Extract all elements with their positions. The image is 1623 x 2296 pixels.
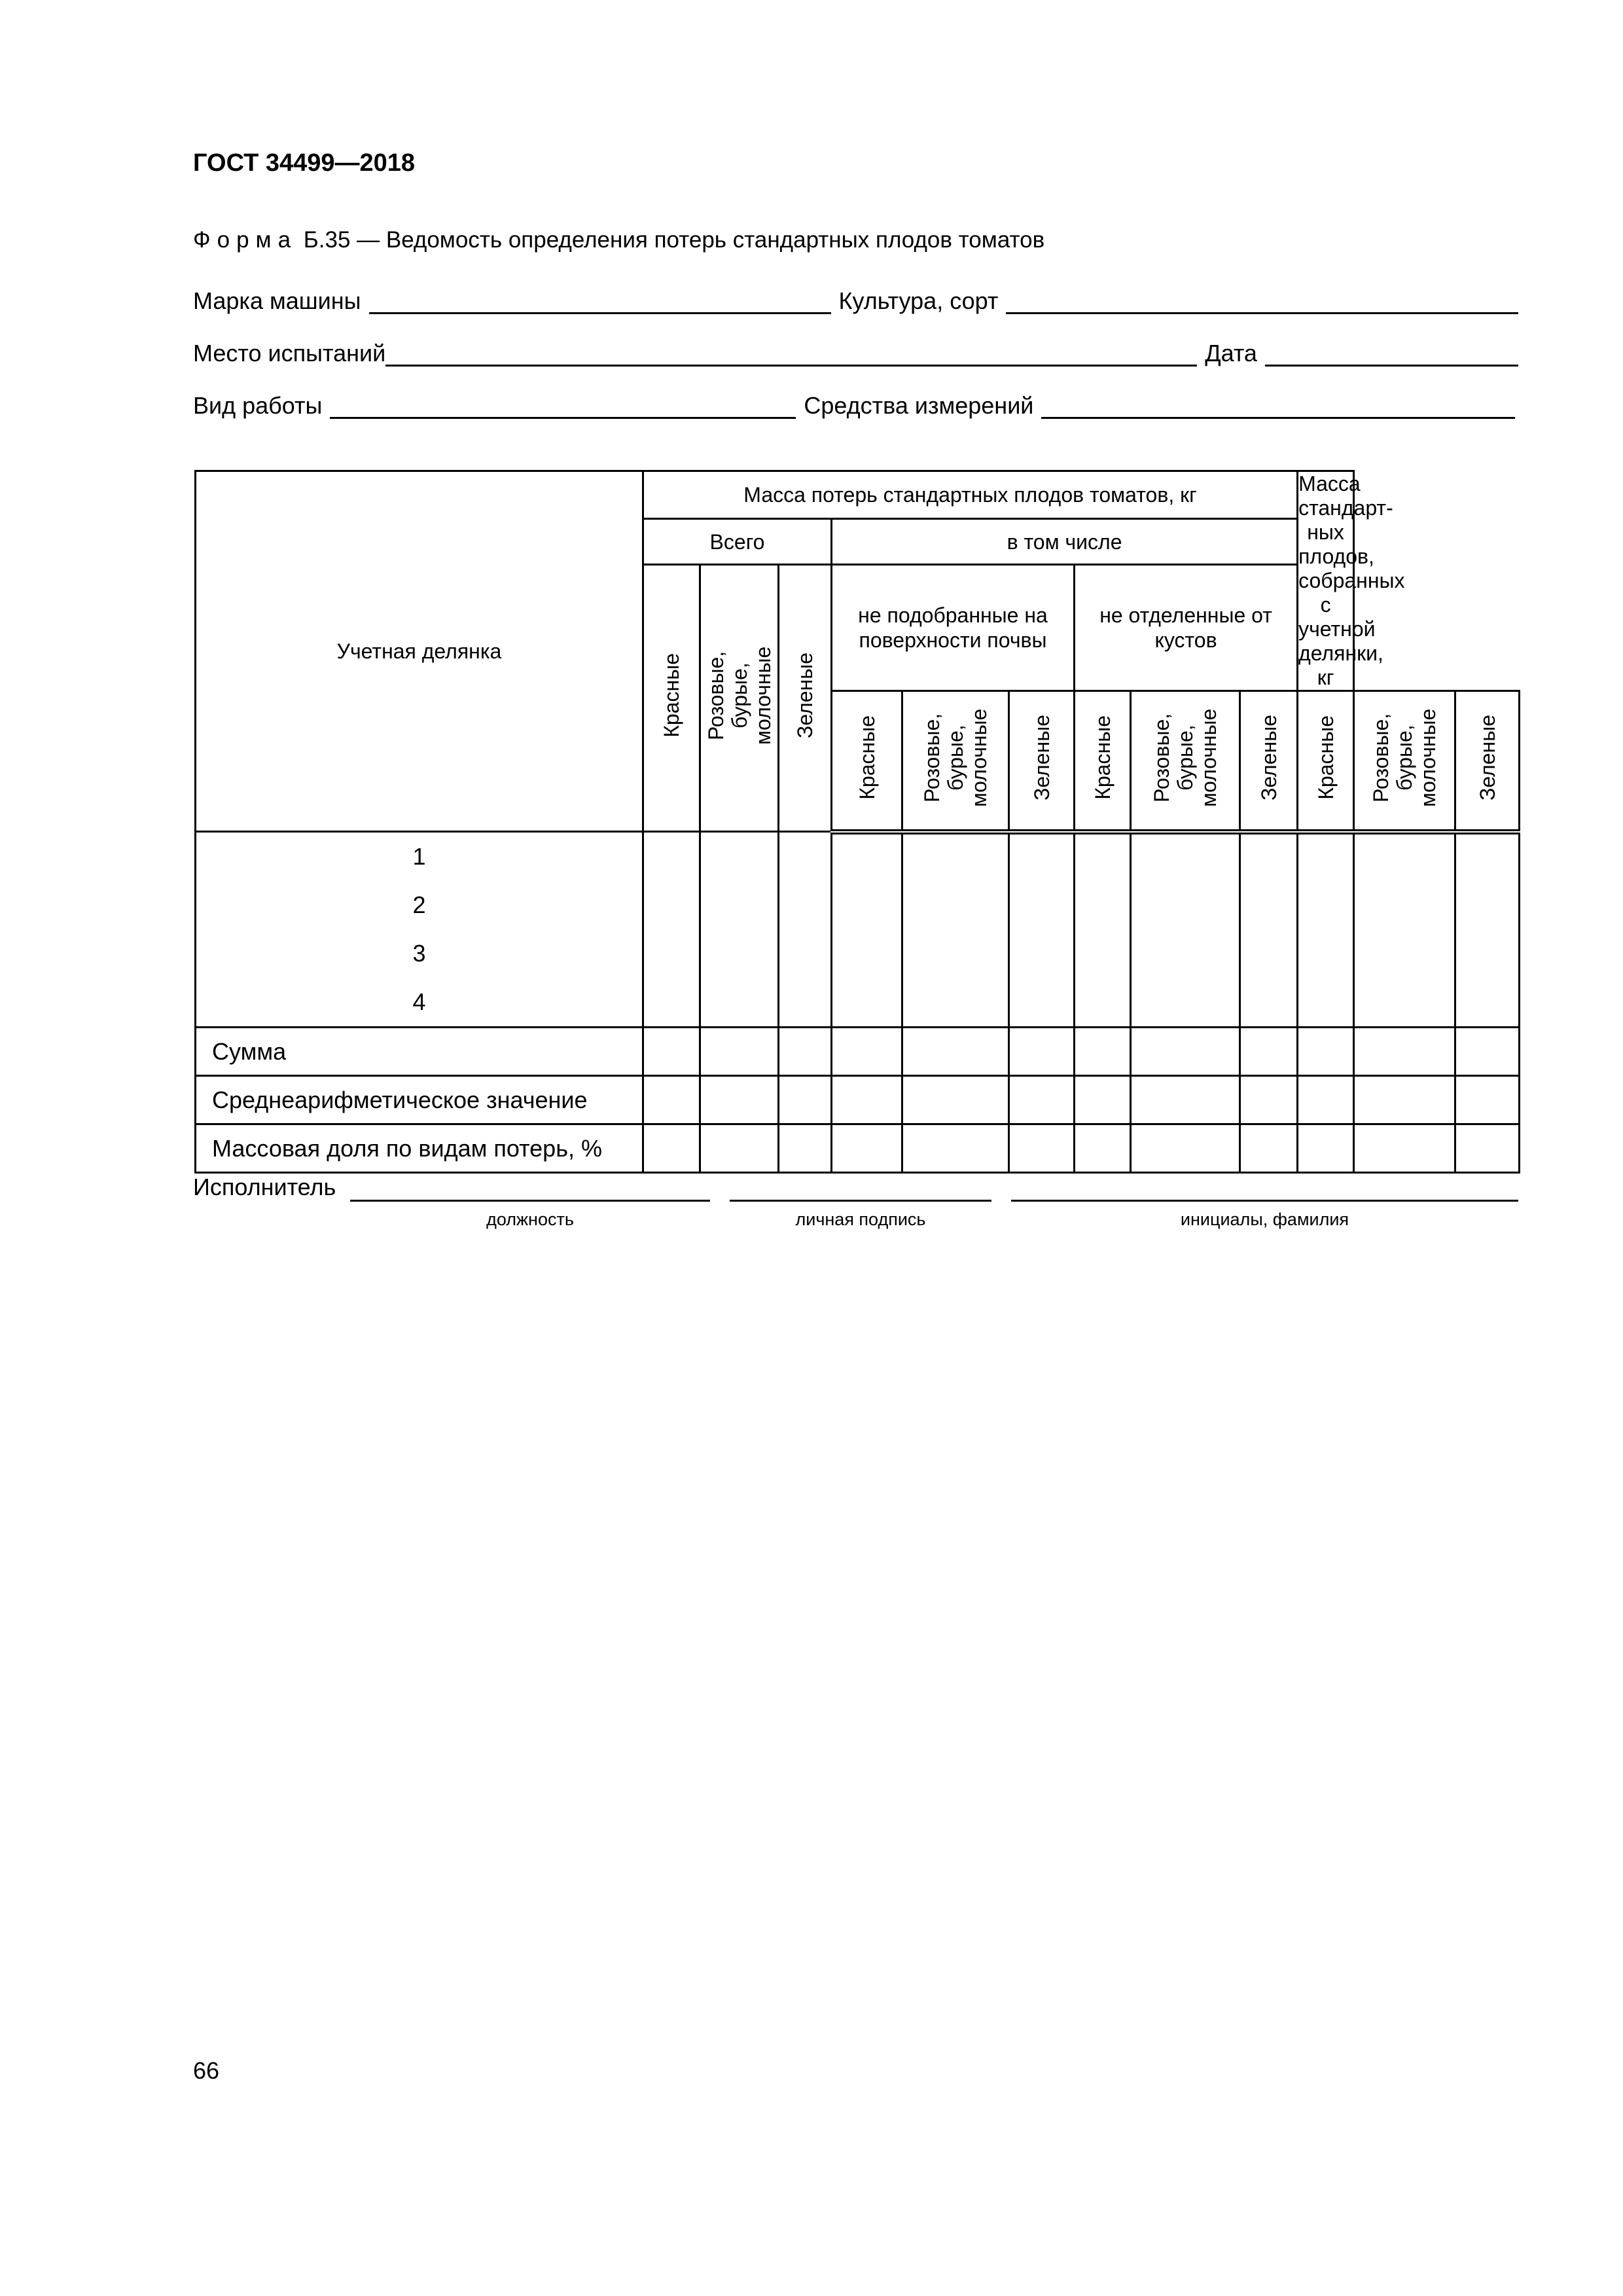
header-collected-red: Красные xyxy=(1298,691,1354,832)
field-blank-place[interactable] xyxy=(385,341,1197,367)
data-cell[interactable] xyxy=(902,1124,1009,1173)
form-word: Форма xyxy=(193,227,298,253)
data-cell[interactable] xyxy=(1298,1076,1354,1124)
data-cell[interactable] xyxy=(700,1076,779,1124)
data-cell[interactable] xyxy=(700,1028,779,1076)
field-label-date: Дата xyxy=(1205,340,1257,367)
table-row-mean xyxy=(196,1076,1520,1124)
table-row-plots xyxy=(196,832,1520,1028)
header-collected-pink: Розовые, бурые, молочные xyxy=(1354,691,1455,832)
field-blank-work[interactable] xyxy=(330,393,796,419)
field-blank-machine[interactable] xyxy=(369,289,831,314)
data-cell[interactable] xyxy=(643,1076,700,1124)
data-cell[interactable] xyxy=(700,832,779,1028)
data-cell[interactable] xyxy=(902,1076,1009,1124)
data-cell[interactable] xyxy=(779,1076,832,1124)
data-cell[interactable] xyxy=(1298,1124,1354,1173)
field-blank-date[interactable] xyxy=(1265,341,1518,367)
header-collected-mass: Масса стандарт-ных плодов, собранных с учетной делянки, кг xyxy=(1298,471,1354,691)
losses-table xyxy=(194,470,1520,1174)
data-cell[interactable] xyxy=(1240,1076,1298,1124)
row-label-sum: Сумма xyxy=(196,1028,643,1076)
data-cell[interactable] xyxy=(1131,1028,1240,1076)
header-not-picked: не подобранные на поверхности почвы xyxy=(832,565,1075,691)
plot-number: 3 xyxy=(412,940,426,967)
header-separated-pink: Розовые, бурые, молочные xyxy=(1131,691,1240,832)
header-separated-red: Красные xyxy=(1075,691,1131,832)
plot-numbers-cell xyxy=(196,832,643,1028)
data-cell[interactable] xyxy=(1075,832,1131,1028)
plot-number: 2 xyxy=(412,891,426,918)
header-total: Всего xyxy=(643,519,832,565)
data-cell[interactable] xyxy=(1298,1028,1354,1076)
table-row-sum xyxy=(196,1028,1520,1076)
data-cell[interactable] xyxy=(1455,832,1520,1028)
data-cell[interactable] xyxy=(1354,1076,1455,1124)
header-total-pink: Розовые, бурые, молочные xyxy=(700,565,779,832)
data-cell[interactable] xyxy=(832,832,902,1028)
data-cell[interactable] xyxy=(1131,1076,1240,1124)
data-cell[interactable] xyxy=(643,1124,700,1173)
header-loss-mass: Масса потерь стандартных плодов томатов, кг xyxy=(643,471,1298,519)
row-label-share: Массовая доля по видам потерь, % xyxy=(196,1124,643,1173)
plot-number: 1 xyxy=(412,843,426,870)
data-cell[interactable] xyxy=(1009,1076,1075,1124)
data-cell[interactable] xyxy=(1354,1124,1455,1173)
data-cell[interactable] xyxy=(1009,1028,1075,1076)
field-label-instruments: Средства измерений xyxy=(804,392,1034,419)
header-picked-red: Красные xyxy=(832,691,902,832)
field-blank-instruments[interactable] xyxy=(1041,393,1515,419)
data-cell[interactable] xyxy=(1354,832,1455,1028)
data-cell[interactable] xyxy=(779,1028,832,1076)
executor-label: Исполнитель xyxy=(193,1174,336,1200)
data-cell[interactable] xyxy=(902,1028,1009,1076)
header-total-green: Зеленые xyxy=(779,565,832,832)
header-not-separated: не отделенные от кустов xyxy=(1075,565,1298,691)
data-cell[interactable] xyxy=(1131,1124,1240,1173)
caption-name: инициалы, фамилия xyxy=(1180,1210,1349,1229)
header-separated-green: Зеленые xyxy=(1240,691,1298,832)
data-cell[interactable] xyxy=(1240,832,1298,1028)
data-cell[interactable] xyxy=(1455,1124,1520,1173)
data-cell[interactable] xyxy=(832,1028,902,1076)
data-cell[interactable] xyxy=(1455,1076,1520,1124)
data-cell[interactable] xyxy=(1455,1028,1520,1076)
document-code: ГОСТ 34499—2018 xyxy=(193,149,416,177)
data-cell[interactable] xyxy=(643,832,700,1028)
header-collected-green: Зеленые xyxy=(1455,691,1520,832)
data-cell[interactable] xyxy=(1009,1124,1075,1173)
data-cell[interactable] xyxy=(832,1076,902,1124)
data-cell[interactable] xyxy=(1075,1124,1131,1173)
data-cell[interactable] xyxy=(1075,1076,1131,1124)
header-plot: Учетная делянка xyxy=(196,471,643,832)
position-line[interactable] xyxy=(350,1200,710,1202)
data-cell[interactable] xyxy=(832,1124,902,1173)
data-cell[interactable] xyxy=(1240,1124,1298,1173)
data-cell[interactable] xyxy=(1298,832,1354,1028)
caption-signature: личная подпись xyxy=(795,1210,926,1229)
header-including: в том числе xyxy=(832,519,1298,565)
data-cell[interactable] xyxy=(643,1028,700,1076)
table-row-share xyxy=(196,1124,1520,1173)
row-label-mean: Среднеарифметическое значение xyxy=(196,1076,643,1124)
field-label-crop: Культура, сорт xyxy=(838,287,999,314)
header-picked-pink: Розовые, бурые, молочные xyxy=(902,691,1009,832)
data-cell[interactable] xyxy=(1354,1028,1455,1076)
header-picked-green: Зеленые xyxy=(1009,691,1075,832)
data-cell[interactable] xyxy=(1240,1028,1298,1076)
data-cell[interactable] xyxy=(1009,832,1075,1028)
field-label-place: Место испытаний xyxy=(193,340,386,367)
data-cell[interactable] xyxy=(779,1124,832,1173)
name-line[interactable] xyxy=(1011,1200,1518,1202)
header-total-red: Красные xyxy=(643,565,700,832)
data-cell[interactable] xyxy=(779,832,832,1028)
form-title-text: Б.35 — Ведомость определения потерь стандартных плодов томатов xyxy=(297,227,1045,253)
field-row-machine xyxy=(193,288,1518,314)
field-label-work: Вид работы xyxy=(193,392,323,419)
data-cell[interactable] xyxy=(1075,1028,1131,1076)
field-blank-crop[interactable] xyxy=(1006,289,1518,314)
plot-number: 4 xyxy=(412,988,426,1015)
field-row-place xyxy=(193,340,1518,367)
field-row-work xyxy=(193,393,1515,419)
field-label-machine: Марка машины xyxy=(193,287,361,314)
data-cell[interactable] xyxy=(700,1124,779,1173)
data-cell[interactable] xyxy=(902,832,1009,1028)
caption-position: должность xyxy=(486,1210,574,1229)
data-cell[interactable] xyxy=(1131,832,1240,1028)
signature-line[interactable] xyxy=(730,1200,991,1202)
page-number: 66 xyxy=(193,2057,220,2084)
form-title xyxy=(193,227,1044,253)
